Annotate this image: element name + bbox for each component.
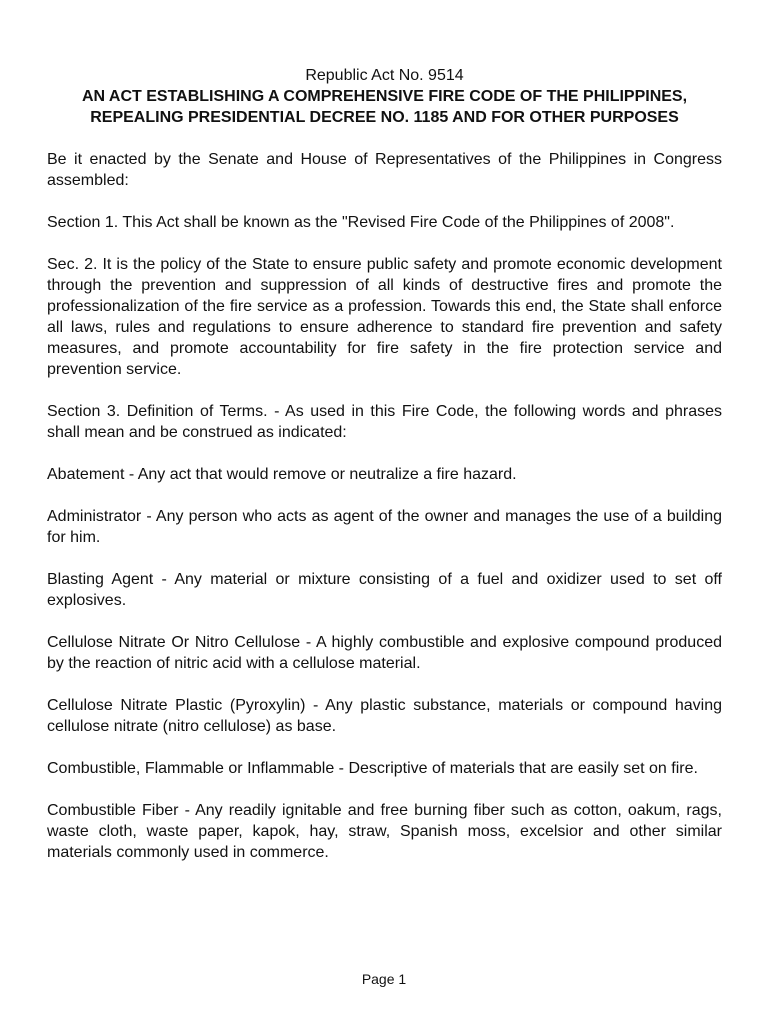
definition-cellulose-nitrate-plastic: Cellulose Nitrate Plastic (Pyroxylin) - Any plastic substance, materials or compound having cellulose nitrate (nitro cellulose) as base. — [47, 697, 722, 735]
section-1: Section 1. This Act shall be known as the "Revised Fire Code of the Philippines of 2008". — [47, 214, 675, 231]
act-title: AN ACT ESTABLISHING A COMPREHENSIVE FIRE CODE OF THE PHILIPPINES, REPEALING PRESIDENTIAL DECREE NO. 1185 AND FOR OTHER PURPOSES — [81, 88, 688, 126]
enacting-clause: Be it enacted by the Senate and House of Representatives of the Philippines in Congress assembled: — [47, 151, 722, 189]
definition-combustible-fiber: Combustible Fiber - Any readily ignitable and free burning fiber such as cotton, oakum, rags, waste cloth, waste paper, kapok, hay, straw, Spanish moss, excelsior and other similar materials commonly used in commerce. — [47, 802, 722, 861]
page-number: Page 1 — [361, 971, 407, 987]
document-body — [47, 66, 722, 863]
definition-administrator: Administrator - Any person who acts as agent of the owner and manages the use of a building for him. — [47, 508, 722, 546]
definition-combustible: Combustible, Flammable or Inflammable - Descriptive of materials that are easily set on fire. — [47, 760, 698, 777]
definition-cellulose-nitrate: Cellulose Nitrate Or Nitro Cellulose - A highly combustible and explosive compound produced by the reaction of nitric acid with a cellulose material. — [47, 634, 722, 672]
section-2: Sec. 2. It is the policy of the State to ensure public safety and promote economic development through the prevention and suppression of all kinds of destructive fires and promote the professionalization of the fire service as a profession. Towards this end, the State shall enforce all laws, rules and regulations to ensure adherence to standard fire prevention and safety measures, and promote accountability for fire safety in the fire protection service and prevention service. — [47, 256, 722, 378]
act-number: Republic Act No. 9514 — [305, 67, 464, 84]
section-3: Section 3. Definition of Terms. - As used in this Fire Code, the following words and phrases shall mean and be construed as indicated: — [47, 403, 722, 441]
definition-abatement: Abatement - Any act that would remove or neutralize a fire hazard. — [47, 466, 517, 483]
definition-blasting-agent: Blasting Agent - Any material or mixture consisting of a fuel and oxidizer used to set off explosives. — [47, 571, 722, 609]
